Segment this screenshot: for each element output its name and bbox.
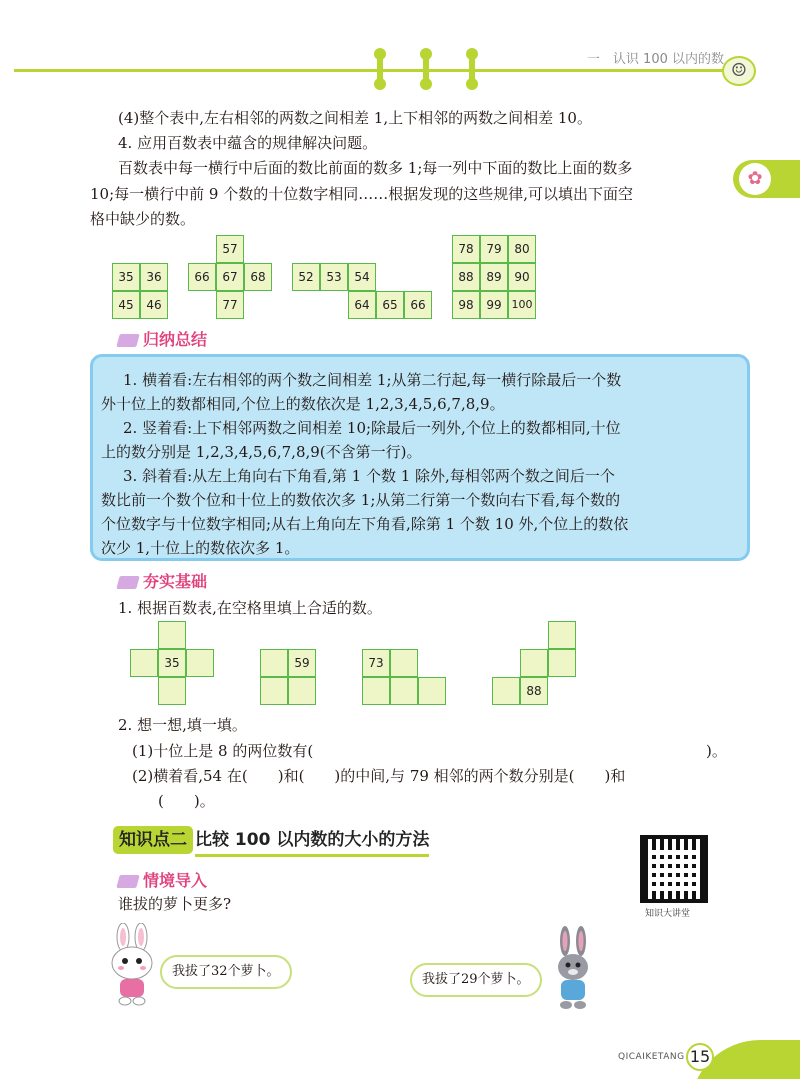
grid-cell: 53 [320,263,348,291]
answer-cell[interactable] [390,649,418,677]
question-2: 2. 想一想,填一填。 [118,716,247,734]
grid-cell: 77 [216,291,244,319]
paragraph-line: 百数表中每一横行中后面的数比前面的数多 1;每一列中下面的数比上面的数多 [118,159,633,177]
summary-line: 数比前一个数个位和十位上的数依次多 1;从第二行第一个数向右下看,每个数的 [101,491,621,509]
question-2-2-cont: ( )。 [158,792,215,810]
question-2-1-end: )。 [706,742,727,760]
white-bunny-illustration [103,923,163,1007]
grid-cell: 88 [452,263,480,291]
summary-line: 外十位上的数都相同,个位上的数依次是 1,2,3,4,5,6,7,8,9。 [101,395,505,413]
grid-cell: 90 [508,263,536,291]
grid-cell: 59 [288,649,316,677]
grid-cell: 88 [520,677,548,705]
qr-code-pattern [652,847,696,891]
answer-cell[interactable] [390,677,418,705]
grid-cell: 73 [362,649,390,677]
grid-cell: 78 [452,235,480,263]
section-heading-basics: 夯实基础 [143,572,208,591]
answer-cell[interactable] [260,677,288,705]
grid-cell: 68 [244,263,272,291]
book-icon [116,334,139,347]
grid-cell: 35 [158,649,186,677]
grid-cell: 52 [292,263,320,291]
summary-line: 3. 斜着看:从左上角向右下角看,第 1 个数 1 除外,每相邻两个数之间后一个 [123,467,615,485]
grid-cell: 79 [480,235,508,263]
summary-line: 上的数分别是 1,2,3,4,5,6,7,8,9(不含第一行)。 [101,443,422,461]
grid-cell: 57 [216,235,244,263]
grid-cell: 66 [404,291,432,319]
answer-cell[interactable] [548,621,576,649]
grid-cell: 36 [140,263,168,291]
qr-caption: 知识大讲堂 [645,909,691,919]
answer-cell[interactable] [158,621,186,649]
answer-cell[interactable] [492,677,520,705]
answer-cell[interactable] [418,677,446,705]
summary-line: 个位数字与十位数字相同;从右上角向左下角看,除第 1 个数 10 外,个位上的数依 [101,515,629,533]
speech-bubble-left: 我拔了32个萝卜。 [160,955,292,989]
binder-ring [423,52,429,86]
grid-cell: 67 [216,263,244,291]
answer-cell[interactable] [186,649,214,677]
grid-cell: 80 [508,235,536,263]
summary-box [90,354,750,561]
gray-bunny-illustration [547,925,599,1011]
grid-cell: 89 [480,263,508,291]
grid-cell: 98 [452,291,480,319]
section-heading-summary: 归纳总结 [143,330,208,349]
knowledge-point-label: 知识点二 [113,826,193,854]
paragraph-line: 10;每一横行中前 9 个数的十位数字相同……根据发现的这些规律,可以填出下面空 [90,185,633,203]
grid-cell: 54 [348,263,376,291]
speech-bubble-right: 我拔了29个萝卜。 [410,963,542,997]
grid-cell: 64 [348,291,376,319]
side-tab [733,160,800,198]
grid-cell: 100 [508,291,536,319]
header-rule [14,69,734,72]
grid-cell: 66 [188,263,216,291]
section-heading-scenario: 情境导入 [143,871,208,890]
footer-brand: QICAIKETANG [618,1052,685,1062]
question-1: 1. 根据百数表,在空格里填上合适的数。 [118,599,382,617]
book-icon [116,875,139,888]
book-icon [116,576,139,589]
answer-cell[interactable] [158,677,186,705]
bunny-icon: ☺ [722,56,756,86]
subheading-4: 4. 应用百数表中蕴含的规律解决问题。 [118,134,378,152]
grid-cell: 99 [480,291,508,319]
grid-cell: 65 [376,291,404,319]
list-item-4: (4)整个表中,左右相邻的两数之间相差 1,上下相邻的两数之间相差 10。 [118,109,592,127]
grid-cell: 35 [112,263,140,291]
question-2-2: (2)横着看,54 在( )和( )的中间,与 79 相邻的两个数分别是( )和 [132,767,626,785]
paragraph-line: 格中缺少的数。 [90,210,196,228]
answer-cell[interactable] [130,649,158,677]
answer-cell[interactable] [548,649,576,677]
knowledge-point-title: 比较 100 以内数的大小的方法 [195,826,429,857]
chapter-title: 一 认识 100 以内的数 [586,52,724,67]
answer-cell[interactable] [520,649,548,677]
summary-line: 1. 横着看:左右相邻的两个数之间相差 1;从第二行起,每一横行除最后一个数 [123,371,622,389]
binder-ring [469,52,475,86]
binder-ring [377,52,383,86]
answer-cell[interactable] [288,677,316,705]
scenario-question: 谁拔的萝卜更多? [118,895,232,913]
question-2-1: (1)十位上是 8 的两位数有( [132,742,314,760]
grid-cell: 45 [112,291,140,319]
grid-cell: 46 [140,291,168,319]
answer-cell[interactable] [362,677,390,705]
summary-line: 次少 1,十位上的数依次多 1。 [101,539,300,557]
bunny-icon: ✿ [739,163,771,195]
answer-cell[interactable] [260,649,288,677]
summary-line: 2. 竖着看:上下相邻两数之间相差 10;除最后一列外,个位上的数都相同,十位 [123,419,621,437]
page-number: 15 [686,1043,714,1071]
